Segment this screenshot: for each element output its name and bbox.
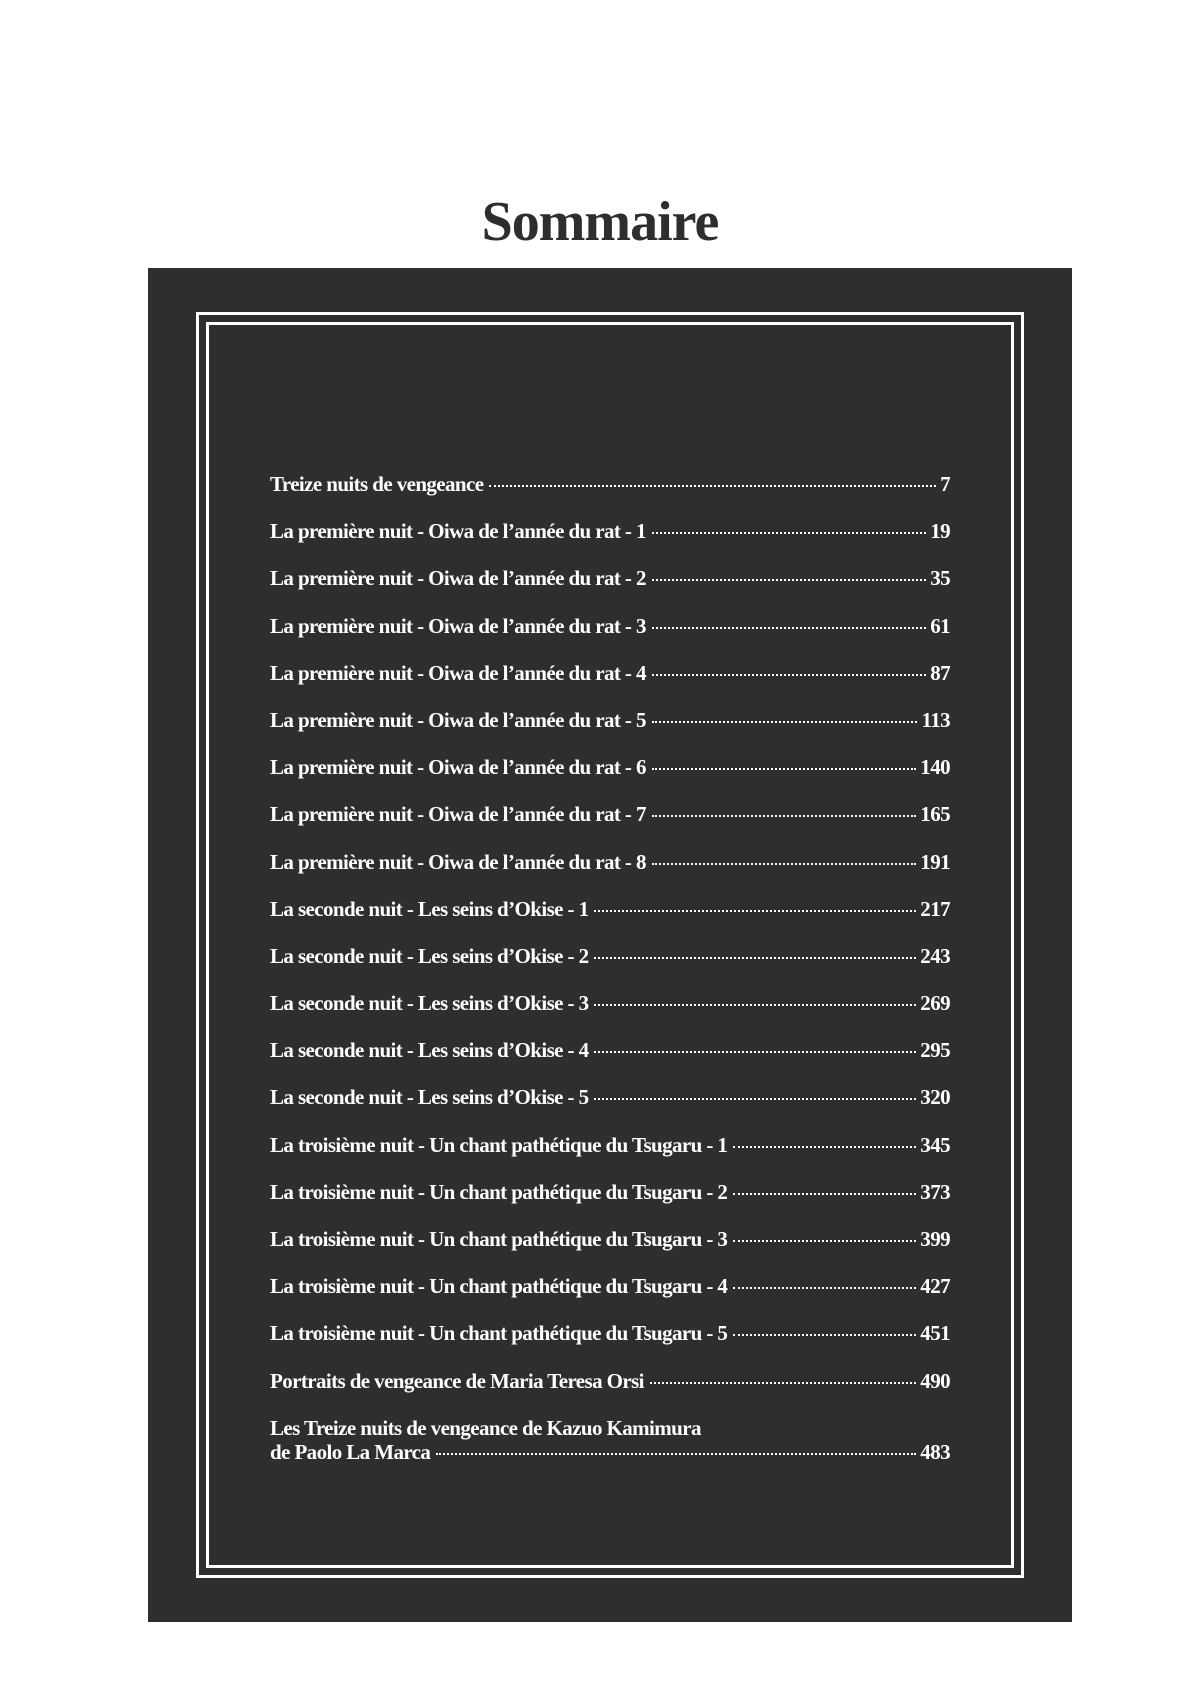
dot-leader — [733, 1146, 916, 1148]
toc-entry-page: 191 — [920, 849, 950, 874]
toc-entry[interactable] — [270, 519, 950, 566]
toc-entry-title: La première nuit - Oiwa de l’année du rat - 4 — [270, 660, 646, 685]
toc-entry[interactable] — [270, 1180, 950, 1227]
toc-entry-page: 295 — [920, 1038, 950, 1063]
dot-leader — [652, 532, 926, 534]
dot-leader — [594, 1098, 916, 1100]
toc-entry-title: La troisième nuit - Un chant pathétique du Tsugaru - 4 — [270, 1274, 728, 1299]
toc-entry[interactable] — [270, 1133, 950, 1180]
toc-entry-page: 373 — [920, 1179, 950, 1204]
toc-entry-title: La seconde nuit - Les seins d’Okise - 3 — [270, 991, 589, 1016]
toc-entry-page: 345 — [920, 1132, 950, 1157]
toc-entry-title-line2: de Paolo La Marca — [270, 1439, 431, 1464]
toc-entry-title: La seconde nuit - Les seins d’Okise - 4 — [270, 1038, 589, 1063]
toc-entry[interactable] — [270, 708, 950, 755]
toc-entry-title: La première nuit - Oiwa de l’année du rat - 6 — [270, 755, 646, 780]
dot-leader — [594, 957, 916, 959]
dot-leader — [652, 627, 926, 629]
dot-leader — [650, 1382, 916, 1384]
toc-entry[interactable] — [270, 850, 950, 897]
dot-leader — [652, 863, 916, 865]
toc-entry-page: 113 — [921, 707, 950, 732]
toc-entry-page: 399 — [920, 1227, 950, 1251]
toc-entry-page: 19 — [930, 519, 950, 544]
page-title: Sommaire — [481, 191, 719, 253]
toc-entry-title: Portraits de vengeance de Maria Teresa Orsi — [270, 1368, 644, 1393]
toc-entry-title: La première nuit - Oiwa de l’année du rat - 3 — [270, 613, 646, 638]
toc-entry-page: 427 — [920, 1274, 950, 1299]
toc-entry-title: La troisième nuit - Un chant pathétique du Tsugaru - 5 — [270, 1321, 728, 1346]
toc-entry-title: La première nuit - Oiwa de l’année du rat - 5 — [270, 707, 646, 732]
toc-entry[interactable] — [270, 1321, 950, 1368]
toc-entry[interactable] — [270, 755, 950, 802]
dot-leader — [436, 1453, 916, 1455]
toc-entry[interactable] — [270, 661, 950, 708]
toc-entry[interactable] — [270, 614, 950, 661]
toc-entry-page: 490 — [920, 1368, 950, 1393]
toc-entry[interactable] — [270, 1038, 950, 1085]
toc-entry-page: 87 — [930, 660, 950, 685]
toc-entry-page: 35 — [930, 566, 950, 591]
toc-entry-title: La troisième nuit - Un chant pathétique du Tsugaru - 2 — [270, 1179, 728, 1204]
toc-entry-title-line2-row — [270, 1440, 950, 1464]
toc-entry-title: La seconde nuit - Les seins d’Okise - 5 — [270, 1085, 589, 1110]
dot-leader — [733, 1287, 916, 1289]
toc-entry-page: 217 — [920, 896, 950, 921]
dot-leader — [594, 1051, 916, 1053]
dot-leader — [594, 910, 916, 912]
toc-entry-title: La première nuit - Oiwa de l’année du rat - 7 — [270, 802, 646, 827]
toc-entry-page: 165 — [920, 802, 950, 827]
toc-entry-title: La première nuit - Oiwa de l’année du rat - 8 — [270, 849, 646, 874]
toc-entry-page: 7 — [940, 472, 950, 496]
dot-leader — [733, 1193, 916, 1195]
contents-panel — [148, 268, 1072, 1622]
toc-entry-title: La seconde nuit - Les seins d’Okise - 1 — [270, 896, 589, 921]
dot-leader — [652, 721, 918, 723]
toc-entry-page: 483 — [920, 1439, 950, 1464]
dot-leader — [652, 579, 926, 581]
toc-entry-page: 243 — [920, 943, 950, 968]
toc-entry[interactable] — [270, 944, 950, 991]
toc-entry-title: La première nuit - Oiwa de l’année du rat - 1 — [270, 519, 646, 544]
table-of-contents — [270, 472, 950, 1464]
toc-entry[interactable] — [270, 1369, 950, 1416]
dot-leader — [652, 674, 926, 676]
toc-entry[interactable] — [270, 472, 950, 519]
toc-entry[interactable] — [270, 1274, 950, 1321]
dot-leader — [733, 1334, 916, 1336]
toc-entry-page: 320 — [920, 1085, 950, 1110]
toc-entry-title-line1: Les Treize nuits de vengeance de Kazuo Kamimura — [270, 1415, 701, 1440]
toc-entry[interactable] — [270, 1085, 950, 1132]
toc-entry-title: La troisième nuit - Un chant pathétique du Tsugaru - 3 — [270, 1227, 728, 1251]
toc-entry-title: La seconde nuit - Les seins d’Okise - 2 — [270, 943, 589, 968]
toc-entry[interactable] — [270, 1227, 950, 1274]
toc-entry-page: 451 — [920, 1321, 950, 1346]
dot-leader — [652, 815, 916, 817]
toc-entry[interactable] — [270, 802, 950, 849]
toc-entry[interactable] — [270, 566, 950, 613]
toc-entry-page: 140 — [920, 755, 950, 780]
toc-entry[interactable] — [270, 991, 950, 1038]
toc-entry-page: 61 — [930, 613, 950, 638]
dot-leader — [489, 485, 936, 487]
toc-entry-multiline[interactable] — [270, 1416, 950, 1464]
toc-entry-title: La troisième nuit - Un chant pathétique du Tsugaru - 1 — [270, 1132, 728, 1157]
toc-entry-title: La première nuit - Oiwa de l’année du rat - 2 — [270, 566, 646, 591]
toc-entry-title: Treize nuits de vengeance — [270, 472, 484, 496]
dot-leader — [594, 1004, 916, 1006]
dot-leader — [733, 1240, 916, 1242]
toc-entry-page: 269 — [920, 991, 950, 1016]
dot-leader — [652, 768, 916, 770]
toc-entry[interactable] — [270, 897, 950, 944]
